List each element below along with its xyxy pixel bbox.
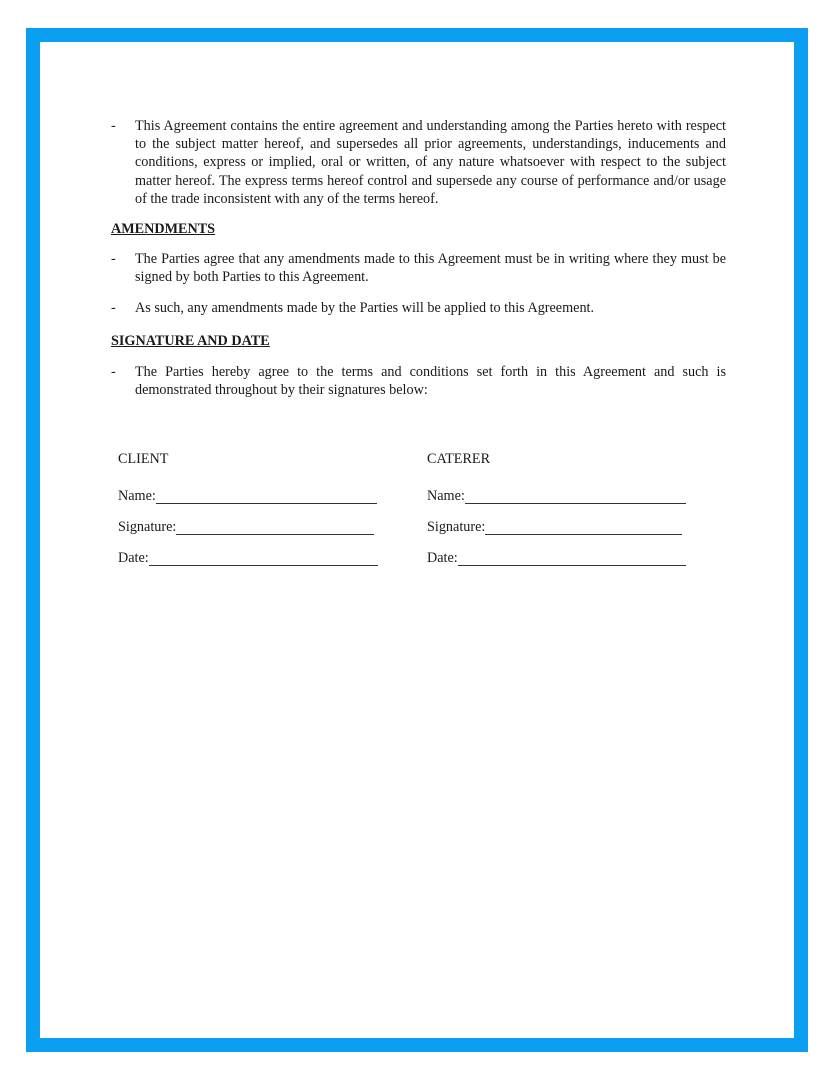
- client-name-field[interactable]: [118, 487, 378, 505]
- clause-text: This Agreement contains the entire agreement and understanding among the Parties hereto with respect to the subject matter hereof, and supersedes all prior agreements, understandings, inducements and conditions, express or implied, oral or written, of any nature whatsoever with respect to the subject matter hereof. The express terms hereof control and supersede any course of performance and/or usage of the trade inconsistent with any of the terms hereof.: [135, 118, 726, 207]
- signature-and-date-heading: SIGNATURE AND DATE: [111, 332, 270, 349]
- client-signature-field[interactable]: [118, 518, 378, 536]
- name-signature-line[interactable]: [465, 489, 686, 504]
- signature-label: Signature:: [427, 519, 486, 535]
- bullet-dash: -: [111, 118, 116, 134]
- signature-clause: [111, 363, 726, 399]
- amendments-clause-2: [111, 299, 726, 317]
- signature-label: Signature:: [118, 519, 177, 535]
- bullet-dash: -: [111, 364, 116, 381]
- client-date-field[interactable]: [118, 549, 378, 567]
- client-title: CLIENT: [118, 451, 169, 467]
- name-signature-line[interactable]: [156, 489, 377, 504]
- caterer-signature-block: [427, 450, 686, 567]
- signature-line[interactable]: [176, 520, 374, 535]
- bullet-dash: -: [111, 299, 116, 316]
- caterer-title: CATERER: [427, 451, 491, 467]
- bullet-dash: -: [111, 251, 116, 268]
- clause-text: The Parties hereby agree to the terms and conditions set forth in this Agreement and such is demonstrated throughout by their signatures below:: [135, 364, 726, 399]
- name-label: Name:: [118, 488, 156, 504]
- client-signature-block: [118, 450, 378, 567]
- caterer-name-field[interactable]: [427, 487, 686, 505]
- caterer-date-field[interactable]: [427, 549, 686, 567]
- date-label: Date:: [427, 550, 458, 566]
- amendments-clause-1: [111, 250, 726, 286]
- date-signature-line[interactable]: [458, 551, 686, 566]
- clause-text: As such, any amendments made by the Parties will be applied to this Agreement.: [135, 299, 595, 316]
- date-label: Date:: [118, 550, 149, 566]
- name-label: Name:: [427, 488, 465, 504]
- caterer-signature-field[interactable]: [427, 518, 686, 536]
- amendments-heading: AMENDMENTS: [111, 221, 216, 238]
- date-signature-line[interactable]: [149, 551, 378, 566]
- entire-agreement-clause: [111, 117, 726, 208]
- signature-line[interactable]: [485, 520, 682, 535]
- clause-text: The Parties agree that any amendments made to this Agreement must be in writing where they must be signed by both Parties to this Agreement.: [135, 251, 726, 286]
- document-body: [111, 117, 726, 399]
